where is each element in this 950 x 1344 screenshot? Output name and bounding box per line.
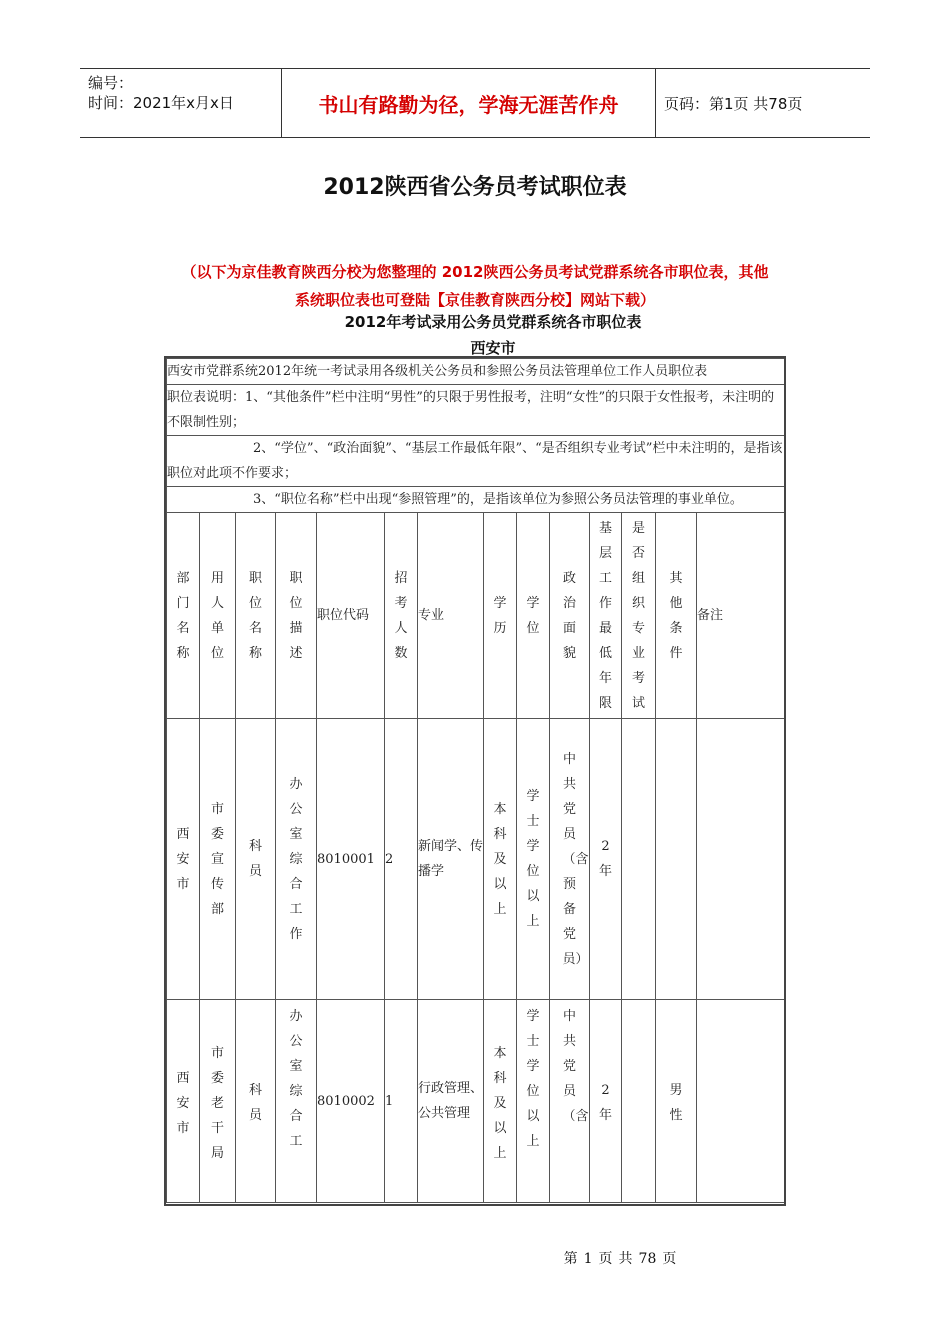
doc-number-label: 编号： xyxy=(88,74,134,92)
header-page-info: 页码：第1页 共78页 xyxy=(664,94,803,113)
header-cell: 部门名称 xyxy=(167,513,200,719)
cell-remark xyxy=(697,1000,785,1203)
cell-position: 科员 xyxy=(236,719,276,1000)
cell-count: 2 xyxy=(385,719,418,1000)
cell-count: 1 xyxy=(385,1000,418,1203)
page-footer xyxy=(0,1248,950,1268)
cell-other: 男性 xyxy=(656,1000,697,1203)
source-notice xyxy=(130,258,820,314)
header-cell: 招考人数 xyxy=(385,513,418,719)
cell-edu: 本科及以上 xyxy=(484,1000,517,1203)
cell-degree: 学士学位以上 xyxy=(517,719,550,1000)
footer-text: 第 xyxy=(563,1251,578,1267)
cell-position: 科员 xyxy=(236,1000,276,1203)
doc-time-label: 时间：2021年x月x日 xyxy=(88,94,234,112)
cell-unit: 市委宣传部 xyxy=(200,719,236,1000)
cell-dept: 西安市 xyxy=(167,719,200,1000)
header-cell: 学历 xyxy=(484,513,517,719)
cell-years: 2年 xyxy=(590,719,622,1000)
table-subtitle: 2012年考试录用公务员党群系统各市职位表 xyxy=(344,313,642,331)
table-note-1: 职位表说明：1、“其他条件”栏中注明“男性”的只限于男性报考，注明“女性”的只限于女性报考，未注明的不限制性别； xyxy=(167,385,785,436)
header-cell: 职位代码 xyxy=(317,513,385,719)
cell-code: 8010001 xyxy=(317,719,385,1000)
header-cell: 其他条件 xyxy=(656,513,697,719)
cell-desc: 办公室综合工 xyxy=(276,1000,317,1203)
footer-page-number: 1 xyxy=(583,1251,593,1267)
position-table xyxy=(166,358,785,1203)
cell-major: 新闻学、传播学 xyxy=(418,719,484,1000)
header-cell: 是否组织专业考试 xyxy=(622,513,656,719)
cell-exam xyxy=(622,1000,656,1203)
header-motto: 书山有路勤为径，学海无涯苦作舟 xyxy=(282,69,656,137)
header-cell: 基层工作最低年限 xyxy=(590,513,622,719)
cell-code: 8010002 xyxy=(317,1000,385,1203)
cell-politics: 中共党员（含 xyxy=(550,1000,590,1203)
city-heading: 西安市 xyxy=(470,339,516,357)
cell-years: 2年 xyxy=(590,1000,622,1203)
footer-text: 共 xyxy=(618,1251,633,1267)
header-cell: 备注 xyxy=(697,513,785,719)
header-cell: 学位 xyxy=(517,513,550,719)
header-cell: 职位名称 xyxy=(236,513,276,719)
cell-dept: 西安市 xyxy=(167,1000,200,1203)
cell-desc: 办公室综合工作 xyxy=(276,719,317,1000)
footer-text: 页 xyxy=(662,1251,677,1267)
cell-politics: 中共党员（含预备党员） xyxy=(550,719,590,1000)
cell-exam xyxy=(622,719,656,1000)
notice-line-2: 系统职位表也可登陆【京佳教育陕西分校】网站下载） xyxy=(294,291,655,309)
page-header xyxy=(80,68,870,138)
header-cell: 用人单位 xyxy=(200,513,236,719)
table-note-3: 3、“职位名称”栏中出现“参照管理”的，是指该单位为参照公务员法管理的事业单位。 xyxy=(167,487,785,513)
table-row xyxy=(167,1000,785,1203)
cell-edu: 本科及以上 xyxy=(484,719,517,1000)
header-meta xyxy=(80,69,282,137)
cell-major: 行政管理、公共管理 xyxy=(418,1000,484,1203)
position-table-frame xyxy=(164,356,786,1206)
table-header-row xyxy=(167,513,785,719)
cell-unit: 市委老干局 xyxy=(200,1000,236,1203)
header-cell: 专业 xyxy=(418,513,484,719)
cell-degree: 学士学位以上 xyxy=(517,1000,550,1203)
cell-other xyxy=(656,719,697,1000)
footer-text: 页 xyxy=(598,1251,613,1267)
table-row xyxy=(167,719,785,1000)
footer-total-pages: 78 xyxy=(638,1251,657,1267)
document-title: 2012陕西省公务员考试职位表 xyxy=(323,175,627,200)
notice-line-1: （以下为京佳教育陕西分校为您整理的 2012陕西公务员考试党群系统各市职位表，其他 xyxy=(181,263,769,281)
header-cell: 职位描述 xyxy=(276,513,317,719)
table-note-2: 2、“学位”、“政治面貌”、“基层工作最低年限”、“是否组织专业考试”栏中未注明的，是指该职位对此项不作要求； xyxy=(167,436,785,487)
cell-remark xyxy=(697,719,785,1000)
header-cell: 政治面貌 xyxy=(550,513,590,719)
table-caption: 西安市党群系统2012年统一考试录用各级机关公务员和参照公务员法管理单位工作人员职位表 xyxy=(167,359,785,385)
